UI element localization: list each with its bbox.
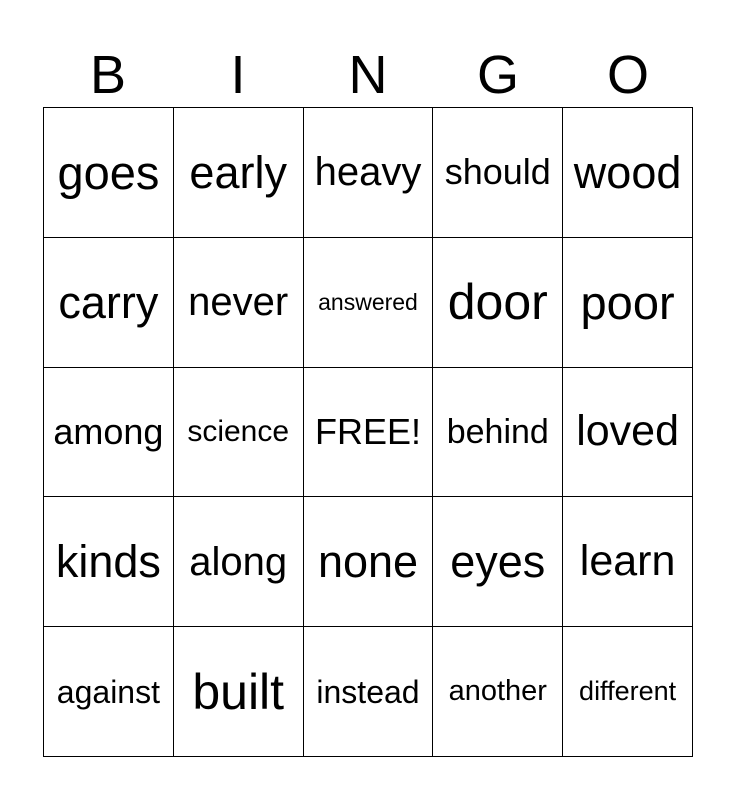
bingo-cell[interactable]: poor bbox=[563, 238, 693, 368]
bingo-cell[interactable]: behind bbox=[433, 368, 563, 498]
bingo-cell[interactable]: eyes bbox=[433, 497, 563, 627]
header-letter-g: G bbox=[476, 45, 519, 105]
bingo-board bbox=[43, 107, 693, 757]
bingo-cell[interactable]: along bbox=[174, 497, 304, 627]
bingo-cell[interactable]: different bbox=[563, 627, 693, 757]
bingo-cell[interactable]: another bbox=[433, 627, 563, 757]
bingo-cell[interactable]: none bbox=[304, 497, 434, 627]
bingo-cell[interactable]: science bbox=[174, 368, 304, 498]
bingo-cell[interactable]: early bbox=[174, 108, 304, 238]
bingo-cell[interactable]: against bbox=[44, 627, 174, 757]
bingo-cell[interactable]: instead bbox=[304, 627, 434, 757]
bingo-cell[interactable]: loved bbox=[563, 368, 693, 498]
bingo-cell[interactable]: heavy bbox=[304, 108, 434, 238]
bingo-cell[interactable]: door bbox=[433, 238, 563, 368]
bingo-cell[interactable]: carry bbox=[44, 238, 174, 368]
bingo-cell[interactable]: learn bbox=[563, 497, 693, 627]
bingo-cell[interactable]: never bbox=[174, 238, 304, 368]
free-space[interactable]: FREE! bbox=[304, 368, 434, 498]
header-letter-n: N bbox=[348, 45, 388, 105]
bingo-cell[interactable]: kinds bbox=[44, 497, 174, 627]
header-letter-o: O bbox=[606, 45, 649, 105]
bingo-cell[interactable]: answered bbox=[304, 238, 434, 368]
header-letter-b: B bbox=[89, 45, 127, 105]
header-letter-i: I bbox=[230, 45, 246, 105]
bingo-cell[interactable]: among bbox=[44, 368, 174, 498]
bingo-cell[interactable]: goes bbox=[44, 108, 174, 238]
bingo-cell[interactable]: should bbox=[433, 108, 563, 238]
bingo-header bbox=[43, 42, 693, 108]
bingo-cell[interactable]: built bbox=[174, 627, 304, 757]
bingo-cell[interactable]: wood bbox=[563, 108, 693, 238]
